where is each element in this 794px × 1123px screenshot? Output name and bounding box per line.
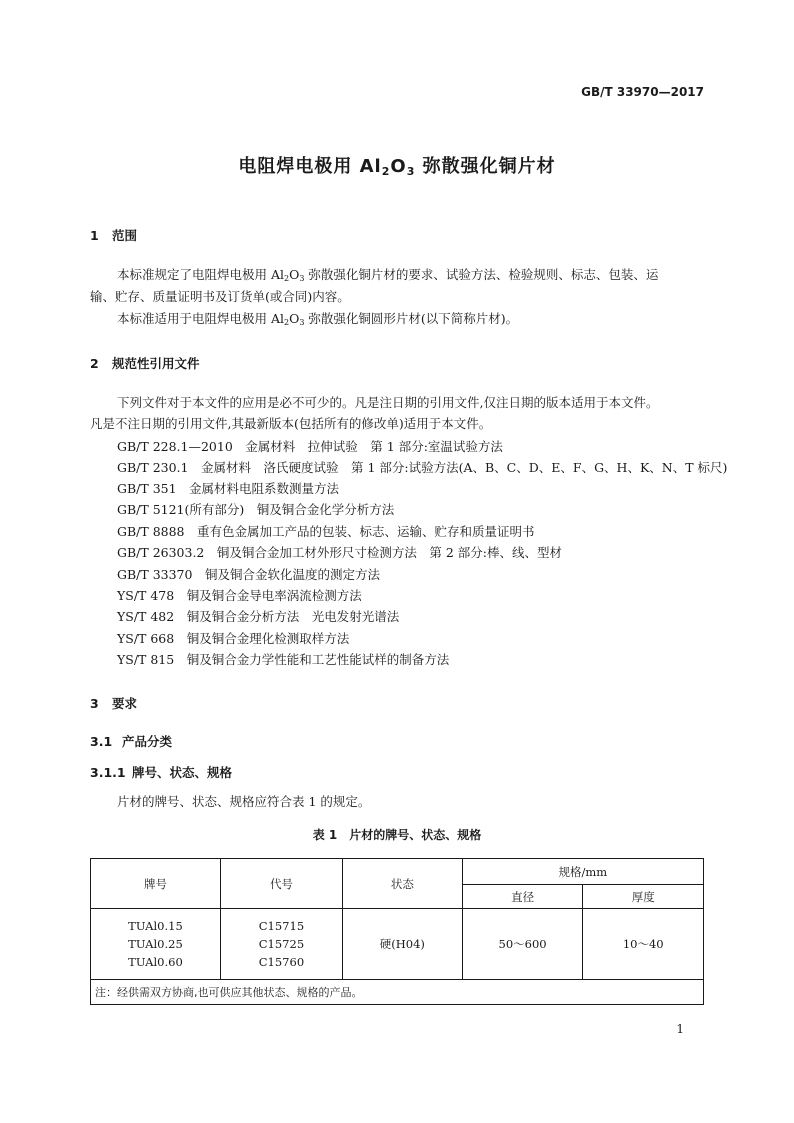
table-1-caption: 表 1 片材的牌号、状态、规格 [312,828,482,842]
reference-item: GB/T 33370 铜及铜合金软化温度的测定方法 [117,567,380,582]
table-1 [90,858,704,1005]
code-value: C15725 [258,937,305,951]
reference-item: YS/T 668 铜及铜合金理化检测取样方法 [117,631,350,646]
cell-codes [220,909,342,980]
section-3-1-heading: 3.1 产品分类 [90,734,173,749]
section-1-paragraph-1-line-1: 本标准规定了电阻焊电极用 $Al_2O_3$ 弥散强化铜片材的要求、试验方法、检验规则、标志、包装、运 [117,267,659,283]
section-3-1-1-heading: 3.1.1 牌号、状态、规格 [90,765,233,780]
header-grade: 牌号 [91,859,221,909]
standard-number: GB/T 33970—2017 [581,85,704,99]
reference-item: GB/T 230.1 金属材料 洛氏硬度试验 第 1 部分:试验方法(A、B、C、D、E、F、G、H、K、N、T 标尺) [117,460,728,475]
section-3-1-1-text: 片材的牌号、状态、规格应符合表 1 的规定。 [117,794,371,809]
section-2-intro-line-1: 下列文件对于本文件的应用是必不可少的。凡是注日期的引用文件,仅注日期的版本适用于本文件。 [117,395,659,410]
reference-item: GB/T 228.1—2010 金属材料 拉伸试验 第 1 部分:室温试验方法 [117,439,503,454]
reference-item: GB/T 5121(所有部分) 铜及铜合金化学分析方法 [117,502,395,517]
reference-item: GB/T 8888 重有色金属加工产品的包装、标志、运输、贮存和质量证明书 [117,524,535,539]
reference-item: YS/T 815 铜及铜合金力学性能和工艺性能试样的制备方法 [117,652,450,667]
section-1-heading: 1 范围 [90,228,138,243]
reference-item: GB/T 26303.2 铜及铜合金加工材外形尺寸检测方法 第 2 部分:棒、线、型材 [117,545,562,560]
reference-item: GB/T 351 金属材料电阻系数测量方法 [117,481,340,496]
code-value: C15715 [258,919,305,933]
grade-value: TUAl0.60 [128,955,183,969]
page-number: 1 [676,1022,684,1036]
reference-item: YS/T 482 铜及铜合金分析方法 光电发射光谱法 [117,609,400,624]
section-2-intro-line-2: 凡是不注日期的引用文件,其最新版本(包括所有的修改单)适用于本文件。 [90,416,492,431]
header-diameter: 直径 [462,885,583,909]
header-spec: 规格/mm [462,859,703,885]
header-code: 代号 [220,859,342,909]
section-1-paragraph-2: 本标准适用于电阻焊电极用 $Al_2O_3$ 弥散强化铜圆形片材(以下简称片材)。 [117,311,519,327]
document-title: 电阻焊电极用 $Al_2O_3$ 弥散强化铜片材 [238,156,556,178]
cell-grades [91,909,221,980]
section-2-heading: 2 规范性引用文件 [90,356,200,371]
grade-value: TUAl0.25 [128,937,183,951]
cell-temper: 硬(H04) [342,909,462,980]
header-thickness: 厚度 [583,885,704,909]
section-1-paragraph-1-line-2: 输、贮存、质量证明书及订货单(或合同)内容。 [90,289,350,304]
cell-thickness: 10～40 [583,909,704,980]
cell-diameter: 50～600 [462,909,583,980]
grade-value: TUAl0.15 [128,919,183,933]
header-temper: 状态 [342,859,462,909]
section-3-heading: 3 要求 [90,696,138,711]
code-value: C15760 [258,955,305,969]
table-note: 注：经供需双方协商,也可供应其他状态、规格的产品。 [91,980,704,1005]
reference-item: YS/T 478 铜及铜合金导电率涡流检测方法 [117,588,362,603]
